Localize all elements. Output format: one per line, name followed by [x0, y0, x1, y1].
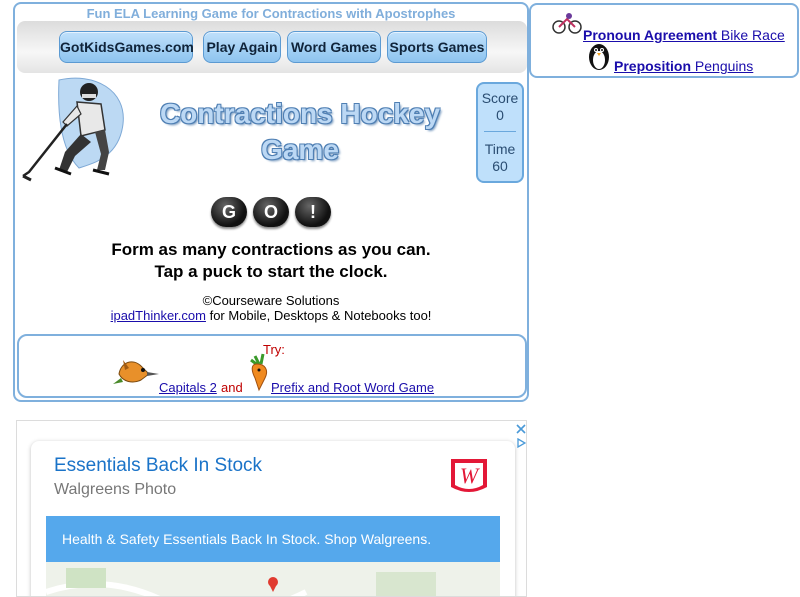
ipad-suffix: for Mobile, Desktops & Notebooks too! [205, 308, 432, 323]
try-label: Try: [263, 342, 285, 357]
go-button-o[interactable]: O [253, 197, 289, 227]
sports-games-button[interactable]: Sports Games [387, 31, 487, 63]
related-games-panel [529, 3, 799, 78]
game-title-line2: Game [261, 134, 339, 165]
word-games-button[interactable]: Word Games [287, 31, 381, 63]
try-panel [17, 334, 527, 398]
copyright-text: ©Courseware Solutions [202, 293, 340, 308]
ad-card[interactable] [31, 441, 515, 597]
bike-race-link-rest: Bike Race [717, 27, 785, 43]
instructions [15, 239, 527, 283]
adchoices-icon[interactable] [516, 438, 526, 448]
time-value: 60 [492, 158, 508, 174]
game-title [141, 96, 459, 168]
bike-race-link-bold: Pronoun Agreement [583, 27, 718, 43]
score-value: 0 [496, 107, 504, 123]
hockey-player-icon [19, 72, 129, 186]
walgreens-logo-icon [449, 457, 489, 497]
svg-text:W: W [459, 463, 479, 488]
ad-advertiser: Walgreens Photo [54, 481, 177, 498]
instruction-line2: Tap a puck to start the clock. [154, 262, 388, 281]
instruction-line1: Form as many contractions as you can. [111, 240, 431, 259]
ipadthinker-link[interactable]: ipadThinker.com [110, 308, 206, 323]
score-label: Score [481, 90, 519, 106]
ad-banner[interactable]: Health & Safety Essentials Back In Stock. Shop Walgreens. [46, 516, 500, 562]
game-panel [13, 2, 529, 402]
ad-frame [16, 420, 527, 597]
game-title-line1: Contractions Hockey [159, 98, 441, 129]
prefix-root-word-link[interactable]: Prefix and Root Word Game [271, 380, 435, 395]
ad-headline[interactable]: Essentials Back In Stock [54, 455, 263, 476]
and-text: and [221, 380, 243, 395]
preposition-link-bold: Preposition [614, 58, 692, 74]
penguin-icon[interactable] [585, 41, 613, 71]
gotkidsgames-button[interactable]: GotKidsGames.com [59, 31, 193, 63]
preposition-link-rest: Penguins [691, 58, 754, 74]
page-title: Fun ELA Learning Game for Contractions with Apostrophes [86, 6, 456, 21]
capitals-2-link[interactable]: Capitals 2 [159, 380, 217, 395]
nav-bar [17, 21, 527, 73]
score-time-box [476, 82, 524, 183]
adchoices-close-icon[interactable] [515, 423, 527, 435]
bike-race-icon[interactable] [551, 11, 583, 35]
play-again-button[interactable]: Play Again [203, 31, 281, 63]
preposition-penguins-link[interactable] [614, 58, 753, 74]
credits [15, 293, 527, 323]
bike-race-link[interactable] [583, 27, 785, 43]
bird-icon[interactable] [111, 354, 159, 390]
go-button-exclaim[interactable]: ! [295, 197, 331, 227]
time-label: Time [484, 141, 516, 157]
stats-divider [484, 131, 516, 132]
ipad-line [15, 308, 527, 323]
go-button-g[interactable]: G [211, 197, 247, 227]
ad-map-image[interactable] [46, 562, 500, 597]
